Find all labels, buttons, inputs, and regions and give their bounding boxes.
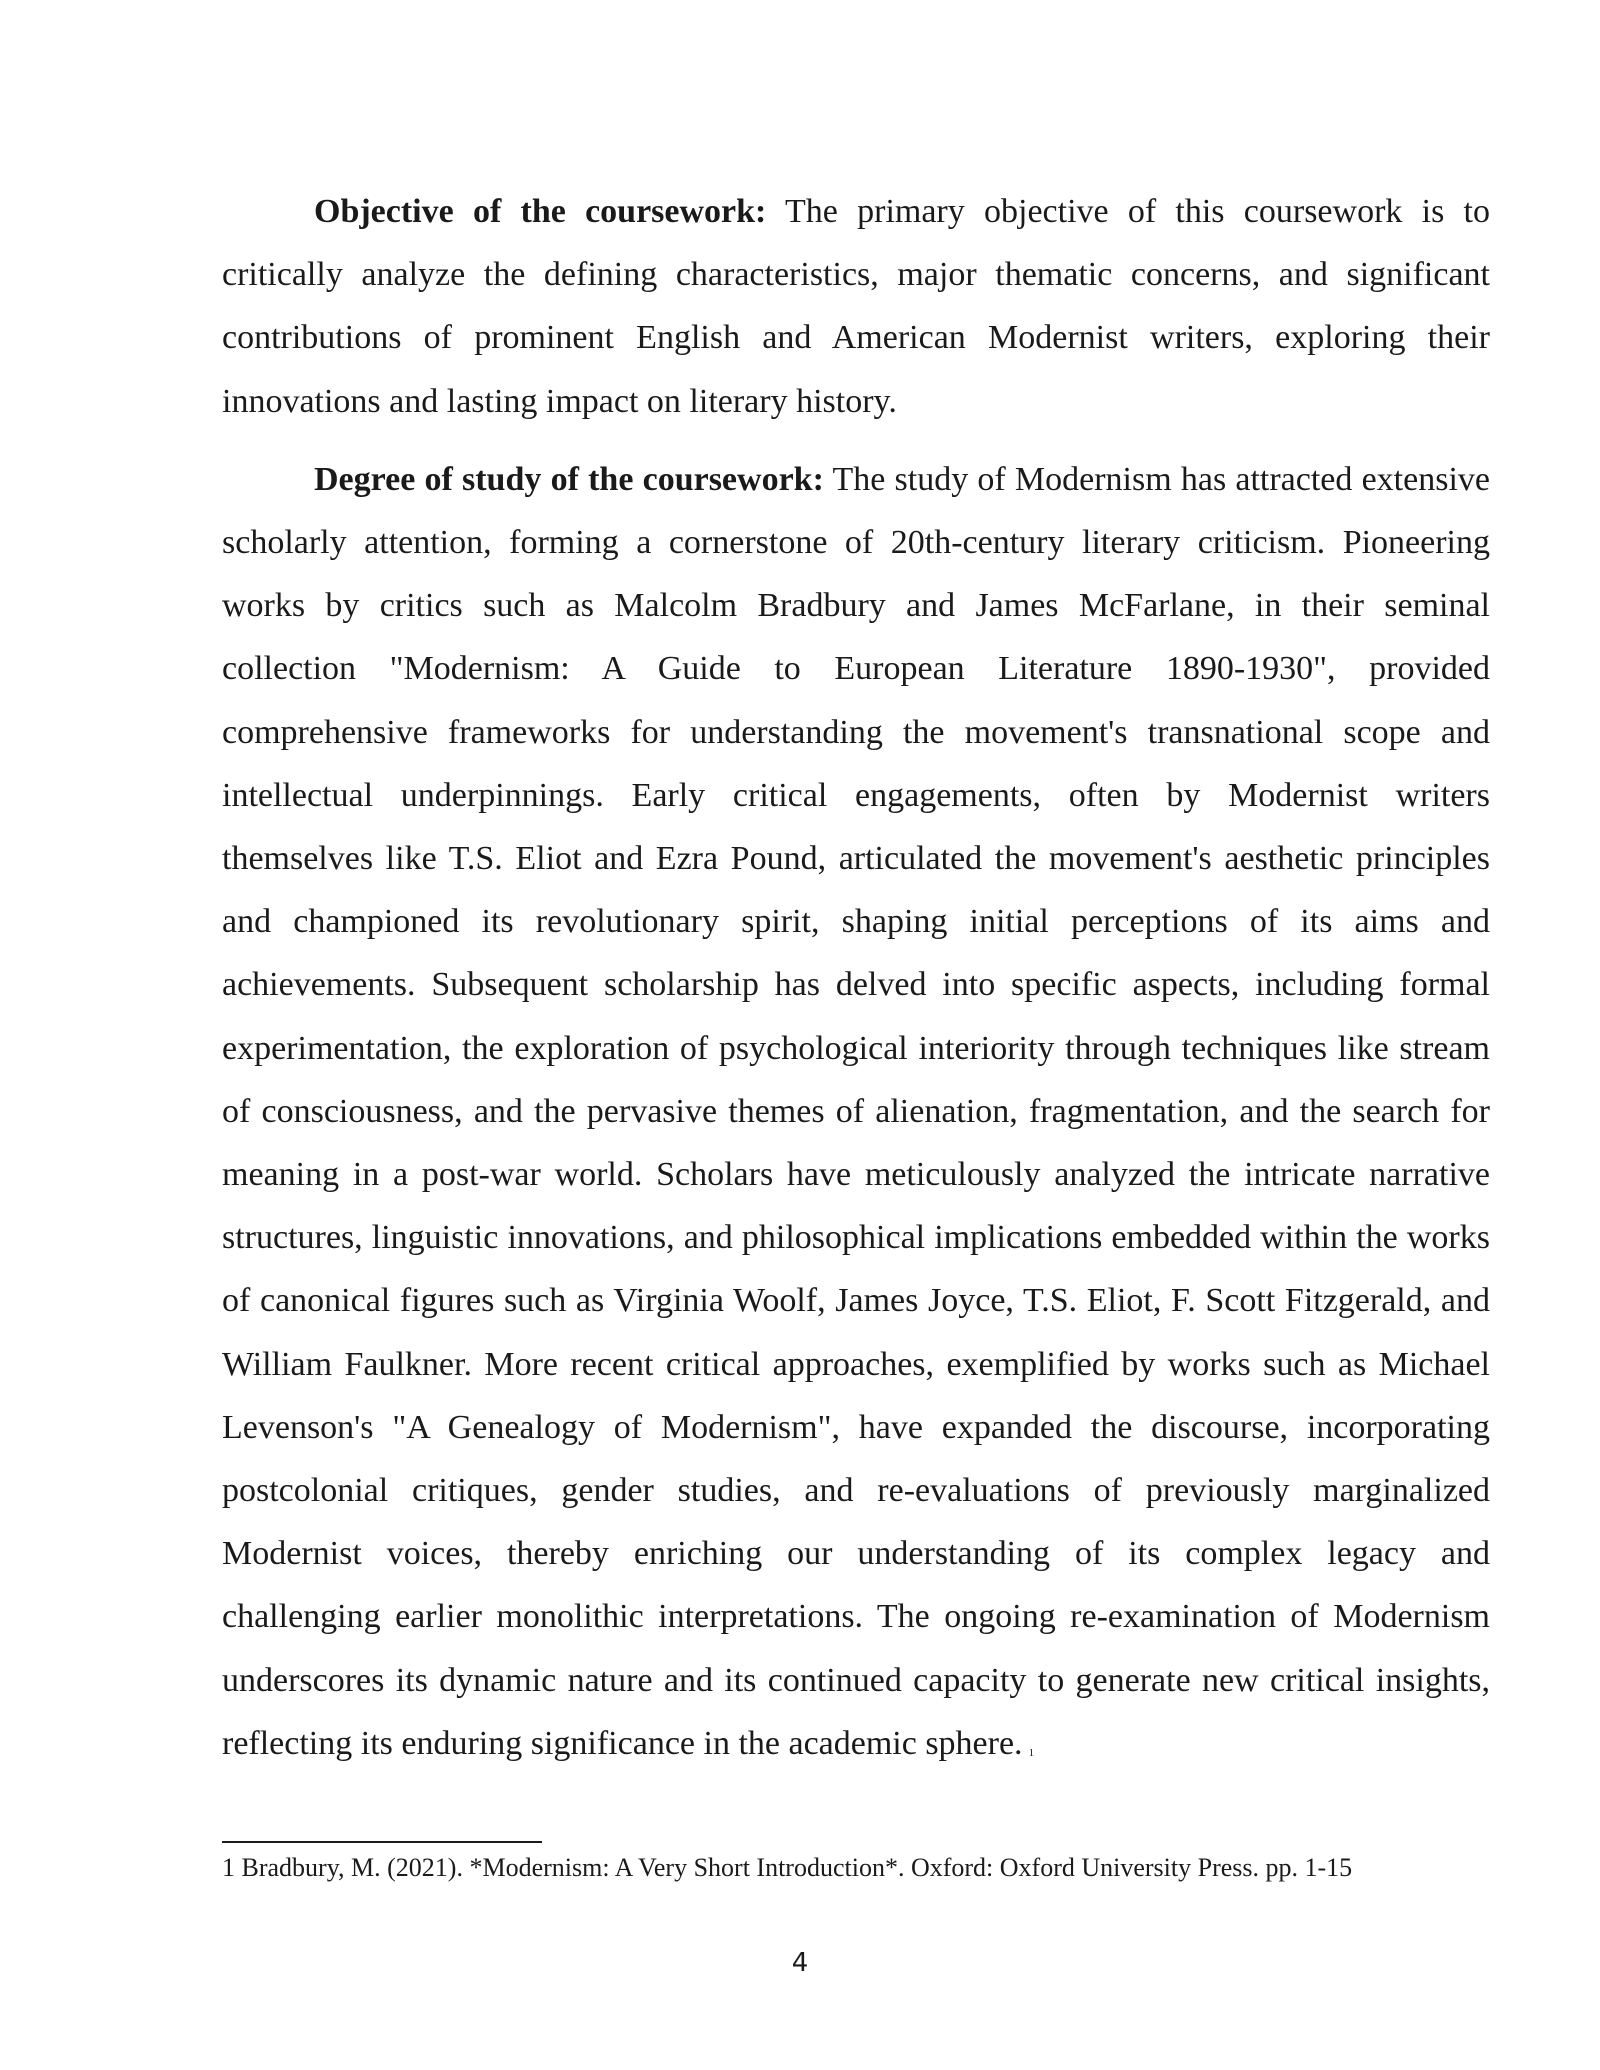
footnote-reference[interactable]: 1 (1028, 1746, 1035, 1759)
degree-of-study-paragraph (222, 448, 1490, 1775)
footnote: 1 Bradbury, M. (2021). *Modernism: A Very Short Introduction*. Oxford: Oxford University Press. pp. 1-15 (222, 1853, 1353, 1882)
body-text (222, 180, 1490, 1775)
degree-of-study-heading: Degree of study of the coursework: (314, 460, 824, 498)
objective-text: The primary objective of this coursework is to critically analyze the defining characteristics, major thematic concerns, and significant contributions of prominent English and American Modernist writers, exploring their innovations and lasting impact on literary history. (222, 193, 1490, 420)
objective-heading: Objective of the coursework: (314, 193, 767, 230)
degree-of-study-text: The study of Modernism has attracted extensive scholarly attention, forming a cornerstone of 20th-century literary criticism. Pioneering works by critics such as Malcolm Bradbury and James McFarlane, in their seminal collection "Modernism: A Guide to European Literature 1890-1930", provided comprehensive frameworks for understanding the movement's transnational scope and intellectual underpinnings. Early critical engagements, often by Modernist writers themselves like T.S. Eliot and Ezra Pound, articulated the movement's aesthetic principles and championed its revolutionary spirit, shaping initial perceptions of its aims and achievements. Subsequent scholarship has delved into specific aspects, including formal experimentation, the exploration of psychological interiority through techniques like stream of consciousness, and the pervasive themes of alienation, fragmentation, and the search for meaning in a post-war world. Scholars have meticulously analyzed the intricate narrative structures, linguistic innovations, and philosophical implications embedded within the works of canonical figures such as Virginia Woolf, James Joyce, T.S. Eliot, F. Scott Fitzgerald, and William Faulkner. More recent critical approaches, exemplified by works such as Michael Levenson's "A Genealogy of Modernism", have expanded the discourse, incorporating postcolonial critiques, gender studies, and re-evaluations of previously marginalized Modernist voices, thereby enriching our understanding of its complex legacy and challenging earlier monolithic interpretations. The ongoing re-examination of Modernism underscores its dynamic nature and its continued capacity to generate new critical insights, reflecting its enduring significance in the academic sphere. (222, 460, 1490, 1762)
objective-paragraph (222, 180, 1490, 433)
page-number: 4 (791, 1948, 809, 1978)
footnote-separator (222, 1841, 542, 1843)
